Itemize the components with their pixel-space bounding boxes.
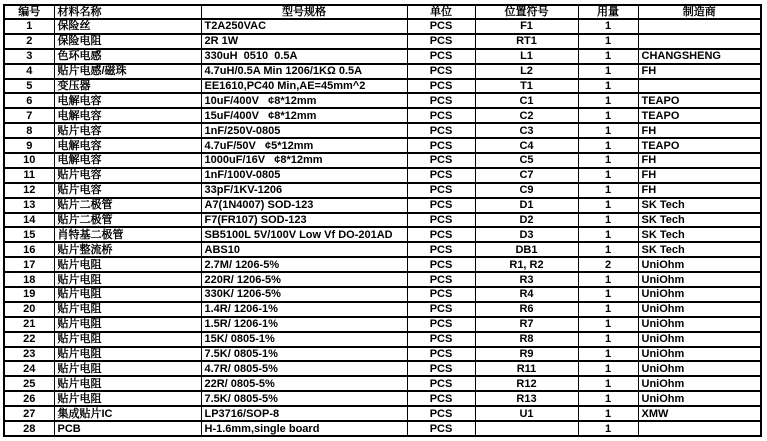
ref-designator-cell: R9 xyxy=(475,347,578,362)
table-row xyxy=(4,49,761,64)
unit-cell: PCS xyxy=(407,332,475,347)
table-row xyxy=(4,79,761,94)
ref-designator-cell: C7 xyxy=(475,168,578,183)
material-name-cell: 贴片电阻 xyxy=(54,317,201,332)
row-number-cell: 28 xyxy=(4,421,54,436)
row-number-cell: 25 xyxy=(4,376,54,391)
row-number-cell: 19 xyxy=(4,287,54,302)
manufacturer-cell: UniOhm xyxy=(638,257,761,272)
spec-cell: 33pF/1KV-1206 xyxy=(201,183,407,198)
qty-cell: 1 xyxy=(578,34,638,49)
material-name-cell: 贴片电阻 xyxy=(54,347,201,362)
column-header-ref: 位置符号 xyxy=(475,5,578,19)
row-number-cell: 27 xyxy=(4,406,54,421)
unit-cell: PCS xyxy=(407,93,475,108)
material-name-cell: 贴片电阻 xyxy=(54,302,201,317)
unit-cell: PCS xyxy=(407,138,475,153)
ref-designator-cell xyxy=(475,421,578,436)
qty-cell: 1 xyxy=(578,19,638,34)
ref-designator-cell: C4 xyxy=(475,138,578,153)
spec-cell: LP3716/SOP-8 xyxy=(201,406,407,421)
row-number-cell: 6 xyxy=(4,93,54,108)
material-name-cell: 贴片电阻 xyxy=(54,391,201,406)
manufacturer-cell: UniOhm xyxy=(638,272,761,287)
unit-cell: PCS xyxy=(407,79,475,94)
row-number-cell: 2 xyxy=(4,34,54,49)
spec-cell: 330uH 0510 0.5A xyxy=(201,49,407,64)
manufacturer-cell: FH xyxy=(638,183,761,198)
unit-cell: PCS xyxy=(407,376,475,391)
material-name-cell: 贴片电阻 xyxy=(54,287,201,302)
material-name-cell: 贴片电阻 xyxy=(54,257,201,272)
material-name-cell: 保险电阻 xyxy=(54,34,201,49)
unit-cell: PCS xyxy=(407,123,475,138)
table-row xyxy=(4,227,761,242)
qty-cell: 1 xyxy=(578,391,638,406)
manufacturer-cell: FH xyxy=(638,123,761,138)
manufacturer-cell: SK Tech xyxy=(638,198,761,213)
manufacturer-cell: UniOhm xyxy=(638,391,761,406)
qty-cell: 1 xyxy=(578,64,638,79)
column-header-qty: 用量 xyxy=(578,5,638,19)
material-name-cell: 集成贴片IC xyxy=(54,406,201,421)
spec-cell: 220R/ 1206-5% xyxy=(201,272,407,287)
spec-cell: 4.7R/ 0805-5% xyxy=(201,361,407,376)
ref-designator-cell: R1, R2 xyxy=(475,257,578,272)
table-row xyxy=(4,287,761,302)
manufacturer-cell xyxy=(638,421,761,436)
spec-cell: 7.5K/ 0805-5% xyxy=(201,391,407,406)
row-number-cell: 4 xyxy=(4,64,54,79)
table-row xyxy=(4,34,761,49)
ref-designator-cell: R12 xyxy=(475,376,578,391)
spec-cell: 1.4R/ 1206-1% xyxy=(201,302,407,317)
row-number-cell: 16 xyxy=(4,242,54,257)
qty-cell: 1 xyxy=(578,332,638,347)
row-number-cell: 7 xyxy=(4,108,54,123)
material-name-cell: 电解电容 xyxy=(54,108,201,123)
ref-designator-cell: R13 xyxy=(475,391,578,406)
unit-cell: PCS xyxy=(407,183,475,198)
table-row xyxy=(4,123,761,138)
manufacturer-cell: UniOhm xyxy=(638,347,761,362)
material-name-cell: 贴片电感/磁珠 xyxy=(54,64,201,79)
qty-cell: 1 xyxy=(578,138,638,153)
manufacturer-cell: SK Tech xyxy=(638,213,761,228)
qty-cell: 1 xyxy=(578,49,638,64)
spec-cell: 22R/ 0805-5% xyxy=(201,376,407,391)
unit-cell: PCS xyxy=(407,347,475,362)
ref-designator-cell: R6 xyxy=(475,302,578,317)
table-row xyxy=(4,421,761,436)
row-number-cell: 22 xyxy=(4,332,54,347)
row-number-cell: 26 xyxy=(4,391,54,406)
ref-designator-cell: C3 xyxy=(475,123,578,138)
spec-cell: 10uF/400V ¢8*12mm xyxy=(201,93,407,108)
manufacturer-cell: FH xyxy=(638,168,761,183)
table-row xyxy=(4,347,761,362)
row-number-cell: 5 xyxy=(4,79,54,94)
ref-designator-cell: L1 xyxy=(475,49,578,64)
qty-cell: 1 xyxy=(578,287,638,302)
ref-designator-cell: D2 xyxy=(475,213,578,228)
table-row xyxy=(4,391,761,406)
material-name-cell: 肖特基二极管 xyxy=(54,227,201,242)
qty-cell: 1 xyxy=(578,168,638,183)
spec-cell: T2A250VAC xyxy=(201,19,407,34)
material-name-cell: 贴片电容 xyxy=(54,168,201,183)
spec-cell: H-1.6mm,single board xyxy=(201,421,407,436)
table-row xyxy=(4,168,761,183)
ref-designator-cell: L2 xyxy=(475,64,578,79)
ref-designator-cell: C5 xyxy=(475,153,578,168)
material-name-cell: 贴片电阻 xyxy=(54,376,201,391)
table-row xyxy=(4,242,761,257)
table-row xyxy=(4,406,761,421)
bom-table xyxy=(3,4,762,437)
column-header-mfr: 制造商 xyxy=(638,5,761,19)
qty-cell: 1 xyxy=(578,242,638,257)
column-header-unit: 单位 xyxy=(407,5,475,19)
qty-cell: 2 xyxy=(578,257,638,272)
qty-cell: 1 xyxy=(578,361,638,376)
material-name-cell: 色环电感 xyxy=(54,49,201,64)
column-header-num: 编号 xyxy=(4,5,54,19)
unit-cell: PCS xyxy=(407,391,475,406)
column-header-name: 材料名称 xyxy=(54,5,201,19)
spec-cell: SB5100L 5V/100V Low Vf DO-201AD xyxy=(201,227,407,242)
qty-cell: 1 xyxy=(578,272,638,287)
manufacturer-cell: UniOhm xyxy=(638,287,761,302)
table-row xyxy=(4,332,761,347)
ref-designator-cell: R11 xyxy=(475,361,578,376)
manufacturer-cell: SK Tech xyxy=(638,242,761,257)
ref-designator-cell: R7 xyxy=(475,317,578,332)
unit-cell: PCS xyxy=(407,302,475,317)
table-row xyxy=(4,272,761,287)
material-name-cell: 变压器 xyxy=(54,79,201,94)
unit-cell: PCS xyxy=(407,406,475,421)
qty-cell: 1 xyxy=(578,406,638,421)
spec-cell: 4.7uF/50V ¢5*12mm xyxy=(201,138,407,153)
qty-cell: 1 xyxy=(578,108,638,123)
spec-cell: EE1610,PC40 Min,AE=45mm^2 xyxy=(201,79,407,94)
qty-cell: 1 xyxy=(578,347,638,362)
material-name-cell: 贴片电容 xyxy=(54,183,201,198)
unit-cell: PCS xyxy=(407,421,475,436)
table-row xyxy=(4,138,761,153)
row-number-cell: 8 xyxy=(4,123,54,138)
row-number-cell: 23 xyxy=(4,347,54,362)
table-row xyxy=(4,153,761,168)
row-number-cell: 10 xyxy=(4,153,54,168)
material-name-cell: 电解电容 xyxy=(54,93,201,108)
row-number-cell: 21 xyxy=(4,317,54,332)
table-row xyxy=(4,317,761,332)
ref-designator-cell: RT1 xyxy=(475,34,578,49)
unit-cell: PCS xyxy=(407,242,475,257)
spec-cell: 15uF/400V ¢8*12mm xyxy=(201,108,407,123)
ref-designator-cell: C2 xyxy=(475,108,578,123)
row-number-cell: 1 xyxy=(4,19,54,34)
material-name-cell: PCB xyxy=(54,421,201,436)
manufacturer-cell: UniOhm xyxy=(638,361,761,376)
qty-cell: 1 xyxy=(578,123,638,138)
material-name-cell: 贴片电容 xyxy=(54,123,201,138)
qty-cell: 1 xyxy=(578,302,638,317)
unit-cell: PCS xyxy=(407,168,475,183)
unit-cell: PCS xyxy=(407,19,475,34)
manufacturer-cell: TEAPO xyxy=(638,93,761,108)
qty-cell: 1 xyxy=(578,153,638,168)
qty-cell: 1 xyxy=(578,183,638,198)
qty-cell: 1 xyxy=(578,317,638,332)
manufacturer-cell: TEAPO xyxy=(638,138,761,153)
spec-cell: 1nF/250V-0805 xyxy=(201,123,407,138)
unit-cell: PCS xyxy=(407,198,475,213)
spec-cell: 1000uF/16V ¢8*12mm xyxy=(201,153,407,168)
row-number-cell: 17 xyxy=(4,257,54,272)
spec-cell: 15K/ 0805-1% xyxy=(201,332,407,347)
manufacturer-cell: UniOhm xyxy=(638,302,761,317)
ref-designator-cell: DB1 xyxy=(475,242,578,257)
column-header-spec: 型号规格 xyxy=(201,5,407,19)
unit-cell: PCS xyxy=(407,317,475,332)
unit-cell: PCS xyxy=(407,227,475,242)
row-number-cell: 20 xyxy=(4,302,54,317)
manufacturer-cell: CHANGSHENG xyxy=(638,49,761,64)
unit-cell: PCS xyxy=(407,287,475,302)
manufacturer-cell: TEAPO xyxy=(638,108,761,123)
ref-designator-cell: R3 xyxy=(475,272,578,287)
unit-cell: PCS xyxy=(407,64,475,79)
ref-designator-cell: D1 xyxy=(475,198,578,213)
spec-cell: 2.7M/ 1206-5% xyxy=(201,257,407,272)
ref-designator-cell: F1 xyxy=(475,19,578,34)
row-number-cell: 14 xyxy=(4,213,54,228)
table-row xyxy=(4,376,761,391)
qty-cell: 1 xyxy=(578,79,638,94)
manufacturer-cell: UniOhm xyxy=(638,317,761,332)
table-row xyxy=(4,361,761,376)
ref-designator-cell: D3 xyxy=(475,227,578,242)
manufacturer-cell xyxy=(638,19,761,34)
qty-cell: 1 xyxy=(578,376,638,391)
material-name-cell: 电解电容 xyxy=(54,138,201,153)
manufacturer-cell xyxy=(638,34,761,49)
manufacturer-cell: FH xyxy=(638,64,761,79)
qty-cell: 1 xyxy=(578,93,638,108)
bom-sheet xyxy=(3,4,762,437)
manufacturer-cell: UniOhm xyxy=(638,376,761,391)
material-name-cell: 贴片二极管 xyxy=(54,213,201,228)
row-number-cell: 9 xyxy=(4,138,54,153)
ref-designator-cell: T1 xyxy=(475,79,578,94)
ref-designator-cell: R8 xyxy=(475,332,578,347)
unit-cell: PCS xyxy=(407,34,475,49)
material-name-cell: 贴片电阻 xyxy=(54,272,201,287)
table-row xyxy=(4,198,761,213)
spec-cell: 330K/ 1206-5% xyxy=(201,287,407,302)
header-row xyxy=(4,5,761,19)
unit-cell: PCS xyxy=(407,213,475,228)
table-row xyxy=(4,257,761,272)
table-row xyxy=(4,302,761,317)
qty-cell: 1 xyxy=(578,198,638,213)
manufacturer-cell: XMW xyxy=(638,406,761,421)
spec-cell: 2R 1W xyxy=(201,34,407,49)
material-name-cell: 贴片二极管 xyxy=(54,198,201,213)
table-row xyxy=(4,64,761,79)
qty-cell: 1 xyxy=(578,421,638,436)
manufacturer-cell: FH xyxy=(638,153,761,168)
material-name-cell: 贴片电阻 xyxy=(54,332,201,347)
manufacturer-cell xyxy=(638,79,761,94)
table-row xyxy=(4,108,761,123)
unit-cell: PCS xyxy=(407,49,475,64)
table-row xyxy=(4,19,761,34)
spec-cell: 7.5K/ 0805-1% xyxy=(201,347,407,362)
material-name-cell: 电解电容 xyxy=(54,153,201,168)
qty-cell: 1 xyxy=(578,213,638,228)
spec-cell: A7(1N4007) SOD-123 xyxy=(201,198,407,213)
table-row xyxy=(4,93,761,108)
row-number-cell: 24 xyxy=(4,361,54,376)
material-name-cell: 保险丝 xyxy=(54,19,201,34)
qty-cell: 1 xyxy=(578,227,638,242)
unit-cell: PCS xyxy=(407,257,475,272)
row-number-cell: 3 xyxy=(4,49,54,64)
material-name-cell: 贴片整流桥 xyxy=(54,242,201,257)
spec-cell: F7(FR107) SOD-123 xyxy=(201,213,407,228)
manufacturer-cell: UniOhm xyxy=(638,332,761,347)
spec-cell: 1.5R/ 1206-1% xyxy=(201,317,407,332)
spec-cell: 4.7uH/0.5A Min 1206/1KΩ 0.5A xyxy=(201,64,407,79)
spec-cell: 1nF/100V-0805 xyxy=(201,168,407,183)
unit-cell: PCS xyxy=(407,272,475,287)
row-number-cell: 12 xyxy=(4,183,54,198)
ref-designator-cell: U1 xyxy=(475,406,578,421)
ref-designator-cell: C9 xyxy=(475,183,578,198)
row-number-cell: 15 xyxy=(4,227,54,242)
ref-designator-cell: C1 xyxy=(475,93,578,108)
manufacturer-cell: SK Tech xyxy=(638,227,761,242)
unit-cell: PCS xyxy=(407,108,475,123)
row-number-cell: 11 xyxy=(4,168,54,183)
ref-designator-cell: R4 xyxy=(475,287,578,302)
unit-cell: PCS xyxy=(407,361,475,376)
unit-cell: PCS xyxy=(407,153,475,168)
table-row xyxy=(4,213,761,228)
spec-cell: ABS10 xyxy=(201,242,407,257)
row-number-cell: 13 xyxy=(4,198,54,213)
row-number-cell: 18 xyxy=(4,272,54,287)
table-row xyxy=(4,183,761,198)
material-name-cell: 贴片电阻 xyxy=(54,361,201,376)
